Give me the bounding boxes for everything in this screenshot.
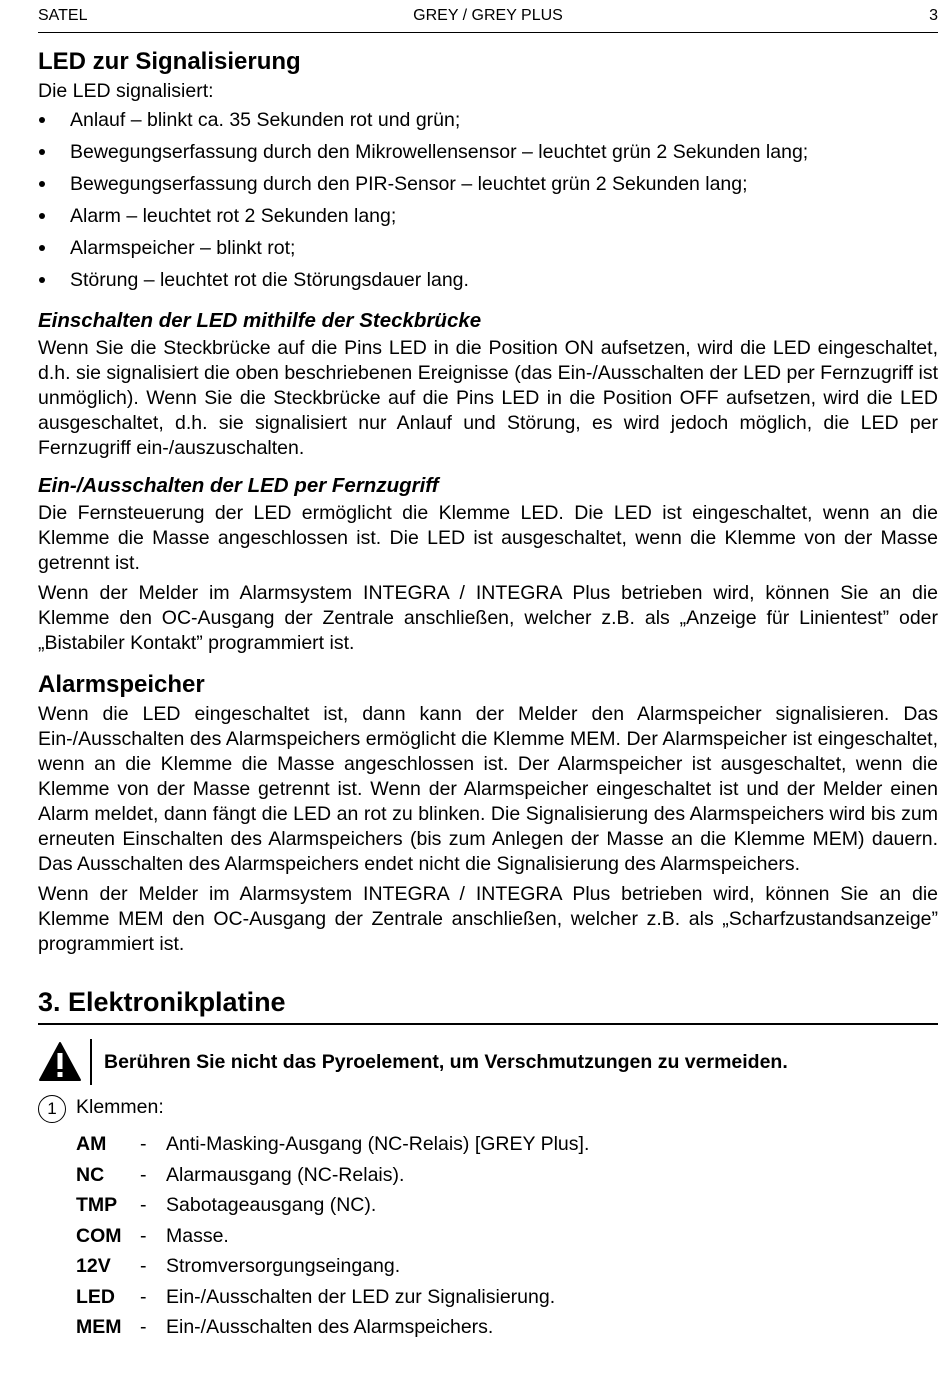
subsection-title-fernzugriff: Ein-/Ausschalten der LED per Fernzugriff [38, 474, 439, 497]
terminal-dash: - [140, 1163, 147, 1186]
terminal-dash: - [140, 1224, 147, 1247]
terminal-description: Stromversorgungseingang. [166, 1255, 401, 1277]
bullet-icon [39, 213, 45, 219]
led-intro: Die LED signalisiert: [38, 80, 214, 102]
table-row [76, 1312, 589, 1343]
terminal-code: COM [76, 1224, 122, 1247]
klemmen-label: Klemmen: [76, 1096, 164, 1118]
bullet-icon [39, 117, 45, 123]
alarmspeicher-paragraph-2: Wenn der Melder im Alarmsystem INTEGRA / INTEGRA Plus betrieben wird, können Sie an die Klemme MEM den OC-Ausgang der Zentrale anschließen, welcher z.B. als „Scharfzustandsanzeige” programmiert ist. [38, 883, 938, 955]
chapter-title: 3. Elektronikplatine [38, 985, 938, 1025]
terminal-dash: - [140, 1194, 147, 1216]
list-item: Störung – leuchtet rot die Störungsdauer lang. [38, 264, 938, 296]
warning-note [38, 1039, 938, 1089]
terminal-code: TMP [76, 1194, 118, 1216]
fernzugriff-paragraph-1: Die Fernsteuerung der LED ermöglicht die Klemme LED. Die LED ist eingeschaltet, wenn an die Klemme die Masse angeschlossen ist. Die LED ist ausgeschaltet, wenn die Klemme von der Masse getrennt ist. [38, 502, 938, 574]
table-row [76, 1251, 589, 1282]
subsection-title-steckbruecke: Einschalten der LED mithilfe der Steckbrücke [38, 309, 482, 332]
terminal-dash: - [140, 1133, 147, 1155]
terminal-description: Ein-/Ausschalten des Alarmspeichers. [166, 1316, 494, 1338]
klemmen-heading [38, 1093, 938, 1123]
terminal-description: Anti-Masking-Ausgang (NC-Relais) [GREY Plus]. [166, 1133, 590, 1155]
header-brand: SATEL [38, 7, 88, 24]
led-bullet-list [38, 104, 938, 296]
table-row [76, 1221, 589, 1252]
warning-divider [90, 1039, 92, 1085]
table-row [76, 1129, 589, 1160]
bullet-icon [39, 277, 45, 283]
item-number-badge: 1 [38, 1095, 66, 1123]
terminal-dash: - [140, 1255, 147, 1277]
terminal-code: NC [76, 1163, 105, 1186]
fernzugriff-paragraph-2: Wenn der Melder im Alarmsystem INTEGRA / INTEGRA Plus betrieben wird, können Sie an die Klemme den OC-Ausgang der Zentrale anschließen, welcher z.B. als „Anzeige für Linientest” oder „Bistabiler Kontakt” programmiert ist. [38, 582, 938, 654]
table-row [76, 1160, 589, 1191]
header-product: GREY / GREY PLUS [413, 7, 563, 24]
alarmspeicher-paragraph-1: Wenn die LED eingeschaltet ist, dann kann der Melder den Alarmspeicher signalisieren. Das Ein-/Ausschalten des Alarmspeichers ermöglicht die Klemme MEM. Der Alarmspeicher ist eingeschaltet, wenn an die Klemme die Masse angeschlossen ist. Der Alarmspeicher ist ausgeschaltet, wenn die Klemme von der Masse getrennt ist. Wenn der Alarmspeicher eingeschaltet ist und der Melder einen Alarm meldet, dann fängt die LED an rot zu blinken. Die Signalisierung des Alarmspeichers wird bis zum erneuten Einschalten des Alarmspeichers (bis zum Anlegen der Masse an die Klemme MEM) dauern. Das Ausschalten des Alarmspeichers endet nicht die Signalisierung des Alarmspeichers. [38, 703, 938, 875]
terminal-code: 12V [76, 1255, 111, 1277]
bullet-icon [39, 149, 45, 155]
warning-triangle-icon [38, 1041, 82, 1083]
warning-text: Berühren Sie nicht das Pyroelement, um Verschmutzungen zu vermeiden. [104, 1051, 788, 1073]
bullet-icon [39, 181, 45, 187]
terminal-dash: - [140, 1316, 147, 1338]
table-row [76, 1190, 589, 1221]
list-item: Bewegungserfassung durch den PIR-Sensor – leuchtet grün 2 Sekunden lang; [38, 168, 938, 200]
page-header [38, 5, 938, 33]
bullet-icon [39, 245, 45, 251]
steckbruecke-text: Wenn Sie die Steckbrücke auf die Pins LED in die Position ON aufsetzen, wird die LED eingeschaltet, d.h. sie signalisiert die oben beschriebenen Ereignisse (das Ein-/Ausschalten der LED per Fernzugriff ist unmöglich). Wenn Sie die Steckbrücke auf die Pins LED in die Position OFF aufsetzen, wird die LED ausgeschaltet, d.h. sie signalisiert nur Anlauf und Störung, es wird jedoch möglich, die LED per Fernzugriff ein-/auszuschalten. [38, 337, 938, 459]
list-item: Alarm – leuchtet rot 2 Sekunden lang; [38, 200, 938, 232]
table-row [76, 1282, 589, 1313]
terminal-code: AM [76, 1133, 107, 1155]
terminal-code: MEM [76, 1316, 122, 1338]
terminal-description: Ein-/Ausschalten der LED zur Signalisierung. [166, 1285, 556, 1308]
list-item: Bewegungserfassung durch den Mikrowellensensor – leuchtet grün 2 Sekunden lang; [38, 136, 938, 168]
terminal-table [76, 1129, 589, 1343]
header-page-number: 3 [929, 7, 938, 24]
section-title-alarmspeicher: Alarmspeicher [38, 671, 205, 698]
terminal-description: Alarmausgang (NC-Relais). [166, 1163, 405, 1186]
terminal-dash: - [140, 1285, 147, 1308]
list-item: Anlauf – blinkt ca. 35 Sekunden rot und grün; [38, 104, 938, 136]
terminal-code: LED [76, 1285, 115, 1308]
terminal-description: Masse. [166, 1224, 229, 1247]
section-title-led: LED zur Signalisierung [38, 48, 301, 75]
document-page [38, 0, 938, 1343]
terminal-description: Sabotageausgang (NC). [166, 1194, 377, 1216]
list-item: Alarmspeicher – blinkt rot; [38, 232, 938, 264]
